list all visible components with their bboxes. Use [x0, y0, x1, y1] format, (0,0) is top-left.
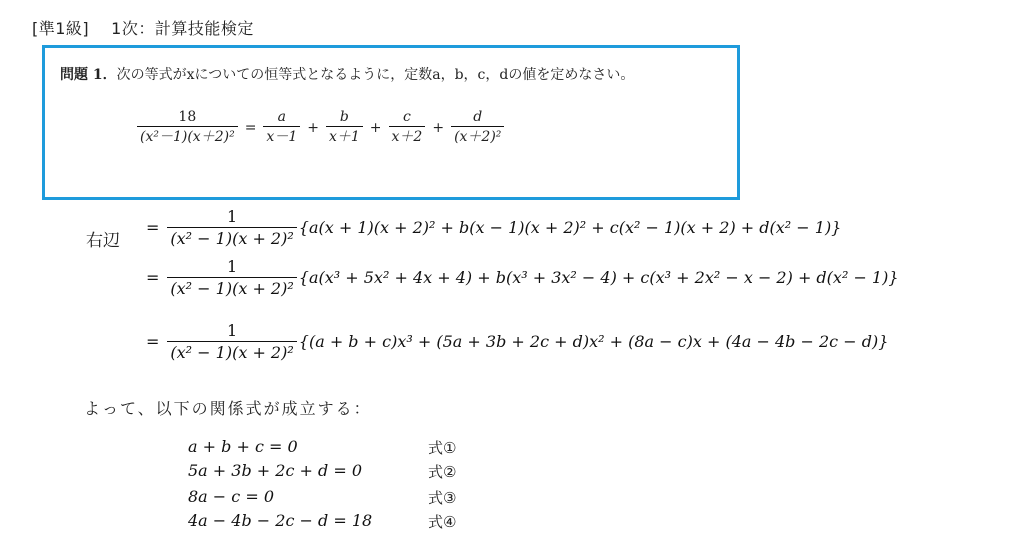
- problem-label: 問題 1．: [60, 67, 117, 83]
- fraction-denominator: (x² − 1)(x + 2)²: [167, 341, 296, 362]
- term-c-num: c: [403, 109, 411, 125]
- relation-row: [188, 461, 456, 482]
- lhs-denominator: (x²－1)(x＋2)²: [137, 126, 238, 145]
- relation-tag: 式④: [428, 513, 457, 531]
- term-b-den: x＋1: [326, 126, 363, 145]
- term-b-fraction: [326, 110, 363, 145]
- relation-row: [188, 511, 456, 532]
- page-header: [32, 16, 254, 39]
- term-d-fraction: [451, 110, 504, 145]
- expansion-body: {(a + b + c)x³ + (5a + 3b + 2c + d)x² + (8a − c)x + (4a − 4b − 2c − d)}: [298, 332, 889, 352]
- expansion-line-1: [146, 208, 841, 248]
- term-a-den: x－1: [263, 126, 300, 145]
- common-fraction: [167, 208, 296, 248]
- equals-sign: =: [244, 119, 257, 136]
- expansion-line-2: [146, 258, 899, 298]
- relation-expression: a + b + c = 0: [188, 437, 298, 456]
- term-b-num: b: [339, 109, 349, 125]
- plus-sign: +: [369, 119, 382, 136]
- relation-tag: 式③: [428, 489, 457, 507]
- term-c-den: x＋2: [389, 126, 426, 145]
- fraction-denominator: (x² − 1)(x + 2)²: [167, 277, 296, 298]
- relation-expression: 4a − 4b − 2c − d = 18: [188, 511, 373, 530]
- page-subtitle: 1次：計算技能検定: [111, 19, 254, 38]
- common-fraction: [167, 258, 296, 298]
- relation-row: [188, 487, 456, 508]
- relation-row: [188, 437, 456, 458]
- therefore-text: よって、以下の関係式が成立する：: [84, 399, 372, 418]
- term-d-num: d: [473, 109, 483, 125]
- expansion-body: {a(x³ + 5x² + 4x + 4) + b(x³ + 3x² − 4) + c(x³ + 2x² − x − 2) + d(x² − 1)}: [298, 268, 899, 288]
- expansion-line-3: [146, 322, 888, 362]
- equals-sign: =: [146, 332, 160, 352]
- rhs-label: 右辺: [86, 231, 120, 251]
- level-label: [準1級]: [32, 19, 90, 38]
- relation-expression: 8a − c = 0: [188, 487, 275, 506]
- term-a-fraction: [263, 110, 300, 145]
- equals-sign: =: [146, 268, 160, 288]
- plus-sign: +: [432, 119, 445, 136]
- problem-text: 次の等式がxについての恒等式となるように，定数a，b，c，dの値を定めなさい。: [116, 67, 635, 83]
- relation-tag: 式②: [428, 463, 457, 481]
- common-fraction: [167, 322, 296, 362]
- fraction-numerator: 1: [226, 321, 238, 340]
- term-a-num: a: [277, 109, 286, 125]
- relation-tag: 式①: [428, 439, 457, 457]
- expansion-body: {a(x + 1)(x + 2)² + b(x − 1)(x + 2)² + c(x² − 1)(x + 2) + d(x² − 1)}: [298, 218, 842, 238]
- problem-equation: [135, 110, 506, 145]
- lhs-fraction: [137, 110, 238, 145]
- problem-statement: [60, 64, 634, 84]
- lhs-numerator: 18: [178, 109, 197, 125]
- term-c-fraction: [389, 110, 426, 145]
- term-d-den: (x＋2)²: [451, 126, 504, 145]
- fraction-denominator: (x² − 1)(x + 2)²: [167, 227, 296, 248]
- fraction-numerator: 1: [226, 257, 238, 276]
- relation-expression: 5a + 3b + 2c + d = 0: [188, 461, 363, 480]
- fraction-numerator: 1: [226, 207, 238, 226]
- equals-sign: =: [146, 218, 160, 238]
- plus-sign: +: [307, 119, 319, 136]
